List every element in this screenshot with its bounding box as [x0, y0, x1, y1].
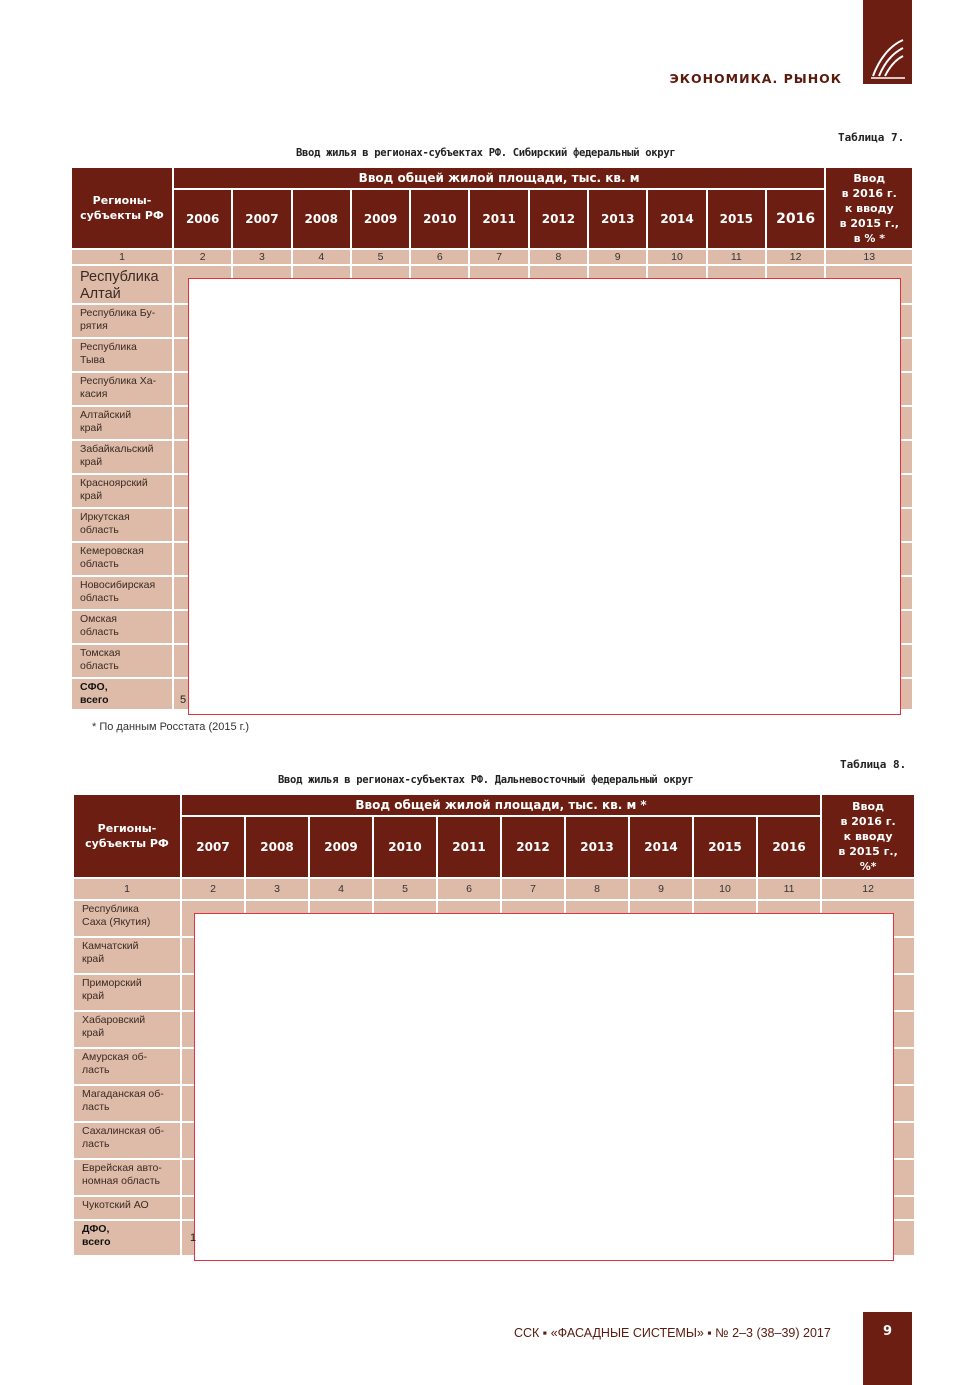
table8-col-number: 8 [565, 878, 629, 900]
table8-col-number: 9 [629, 878, 693, 900]
table8-year-header: 2008 [245, 816, 309, 878]
region-name: Камчатский край [73, 937, 181, 974]
table7-col-number: 8 [529, 249, 588, 265]
table7-col-number: 1 [71, 249, 173, 265]
table7-number: Таблица 7. [838, 131, 905, 144]
table7-col-number: 4 [292, 249, 351, 265]
table7-year-header: 2009 [351, 189, 410, 249]
table7-year-header: 2016 [766, 189, 825, 249]
table8-col-number: 12 [821, 878, 915, 900]
table8-col-number: 10 [693, 878, 757, 900]
table7-col-number: 6 [410, 249, 469, 265]
region-name: Томская область [71, 644, 173, 678]
region-name: Республика Тыва [71, 338, 173, 372]
table8-year-header: 2014 [629, 816, 693, 878]
table7-col-number: 3 [232, 249, 291, 265]
region-name: Республика Алтай [71, 265, 173, 304]
table8-col-number: 2 [181, 878, 245, 900]
region-name: Забайкальский край [71, 440, 173, 474]
table8-year-header: 2013 [565, 816, 629, 878]
table7-col-number: 9 [588, 249, 647, 265]
region-name: Чукотский АО [73, 1196, 181, 1220]
table7-col-number: 12 [766, 249, 825, 265]
table8-year-header: 2010 [373, 816, 437, 878]
table8-year-header: 2015 [693, 816, 757, 878]
table8-data-frame [194, 913, 894, 1261]
region-name: Сахалинская об- ласть [73, 1122, 181, 1159]
footer-journal: ССК ▪ «ФАСАДНЫЕ СИСТЕМЫ» ▪ № 2–3 (38–39) 2017 [514, 1326, 831, 1340]
table7-ratio-header: Ввод в 2016 г. к вводу в 2015 г., в % * [825, 167, 913, 249]
table8-col-number: 4 [309, 878, 373, 900]
table7-total-stub: 5 [180, 694, 187, 706]
region-name: Кемеровская область [71, 542, 173, 576]
table8-total-stub: 1 [190, 1232, 197, 1244]
region-name: Красноярский край [71, 474, 173, 508]
region-name: Магаданская об- ласть [73, 1085, 181, 1122]
table7-year-header: 2013 [588, 189, 647, 249]
region-name: Амурская об- ласть [73, 1048, 181, 1085]
region-name: Приморский край [73, 974, 181, 1011]
region-name: Иркутская область [71, 508, 173, 542]
table7-year-header: 2010 [410, 189, 469, 249]
table8-col-number: 6 [437, 878, 501, 900]
table7-group-header: Ввод общей жилой площади, тыс. кв. м [173, 167, 825, 189]
table8-title: Ввод жилья в регионах-субъектах РФ. Дальневосточный федеральный округ [278, 774, 694, 786]
table8-ratio-header: Ввод в 2016 г. к вводу в 2015 г., %* [821, 794, 915, 878]
table7-year-header: 2008 [292, 189, 351, 249]
region-name: Еврейская авто- номная область [73, 1159, 181, 1196]
region-name: Республика Саха (Якутия) [73, 900, 181, 937]
region-name: Хабаровский край [73, 1011, 181, 1048]
table7-year-header: 2006 [173, 189, 232, 249]
table8-col-number: 3 [245, 878, 309, 900]
header-tab [863, 0, 912, 84]
table7-region-header: Регионы- субъекты РФ [71, 167, 173, 249]
region-name: Республика Бу- рятия [71, 304, 173, 338]
table7-col-number: 5 [351, 249, 410, 265]
region-name: Омская область [71, 610, 173, 644]
table8-col-number: 1 [73, 878, 181, 900]
region-name: ДФО, всего [73, 1220, 181, 1256]
table7-col-number: 7 [469, 249, 528, 265]
table7-year-header: 2012 [529, 189, 588, 249]
table8-col-number: 7 [501, 878, 565, 900]
page-number: 9 [863, 1312, 912, 1385]
table7-title: Ввод жилья в регионах-субъектах РФ. Сибирский федеральный округ [296, 147, 676, 159]
table7-year-header: 2015 [707, 189, 766, 249]
quill-logo-icon [869, 36, 907, 80]
table7-col-number: 13 [825, 249, 913, 265]
region-name: Новосибирская область [71, 576, 173, 610]
table7-data-frame [188, 278, 901, 715]
region-name: Республика Ха- касия [71, 372, 173, 406]
table8-year-header: 2007 [181, 816, 245, 878]
table7-col-number: 2 [173, 249, 232, 265]
table8-col-number: 11 [757, 878, 821, 900]
table8-year-header: 2011 [437, 816, 501, 878]
table8-col-number: 5 [373, 878, 437, 900]
table7-col-number: 10 [647, 249, 706, 265]
table8-year-header: 2012 [501, 816, 565, 878]
table7-col-number: 11 [707, 249, 766, 265]
table8-year-header: 2009 [309, 816, 373, 878]
table7-year-header: 2007 [232, 189, 291, 249]
table7-footnote: * По данным Росстата (2015 г.) [92, 721, 250, 733]
table8-number: Таблица 8. [840, 758, 907, 771]
table8-year-header: 2016 [757, 816, 821, 878]
table8-region-header: Регионы- субъекты РФ [73, 794, 181, 878]
table7-year-header: 2011 [469, 189, 528, 249]
table8-group-header: Ввод общей жилой площади, тыс. кв. м * [181, 794, 821, 816]
region-name: СФО, всего [71, 678, 173, 710]
section-title: ЭКОНОМИКА. РЫНОК [669, 71, 842, 86]
region-name: Алтайский край [71, 406, 173, 440]
table7-year-header: 2014 [647, 189, 706, 249]
